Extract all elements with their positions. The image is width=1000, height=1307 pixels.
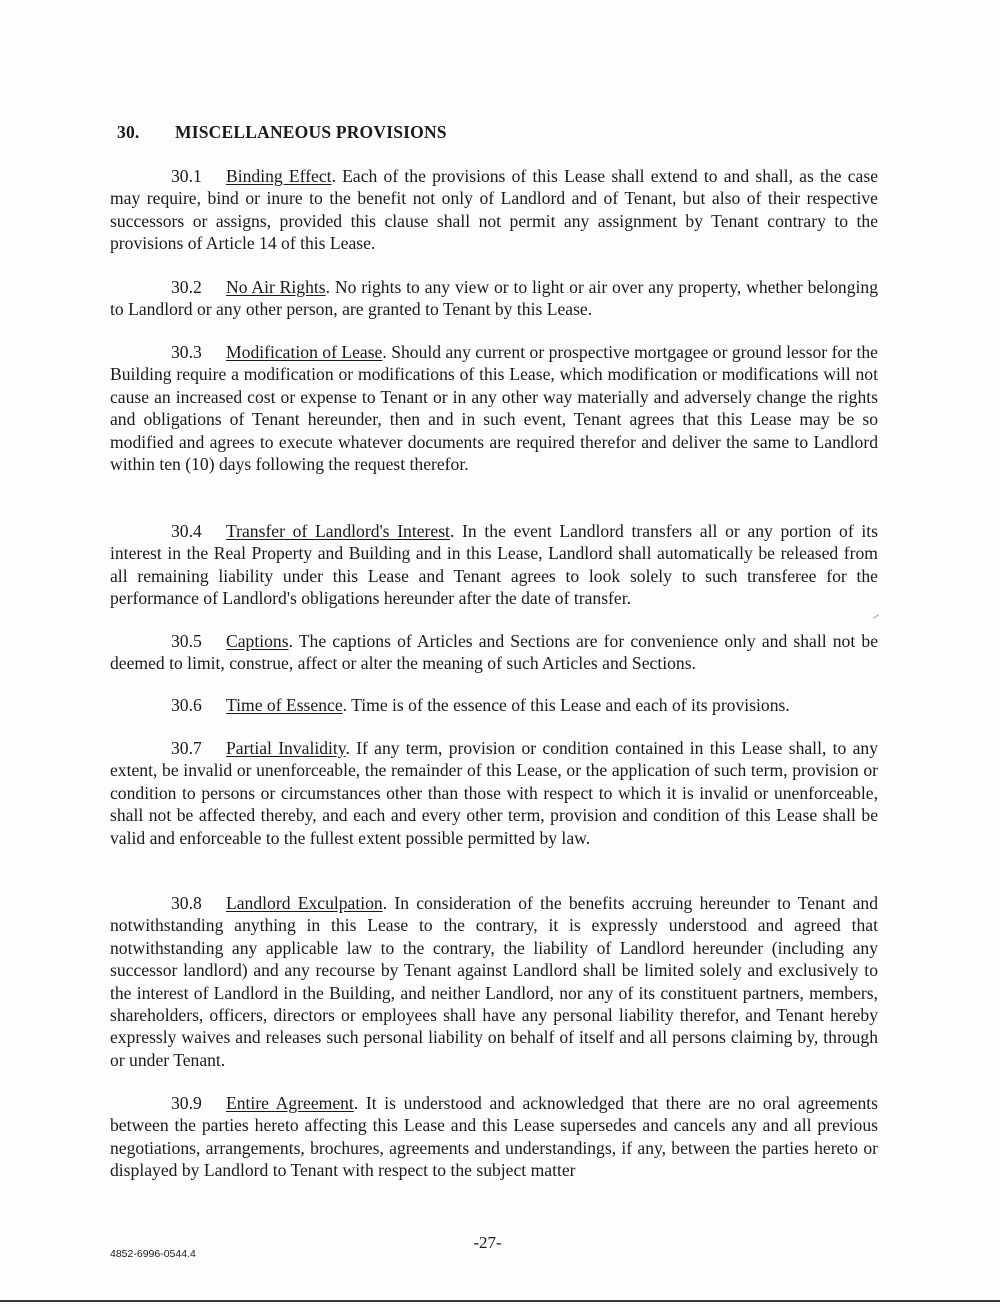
section-number: 30.4 xyxy=(171,521,202,541)
section-30-7 xyxy=(110,737,878,849)
section-30-1 xyxy=(110,165,878,255)
section-number: 30.8 xyxy=(171,893,202,913)
section-title: Landlord Exculpation xyxy=(226,893,383,913)
section-body: . No rights to any view or to light or air over any property, whether belonging to Landlord or any other person, are granted to Tenant by this Lease. xyxy=(110,277,878,320)
section-number: 30.1 xyxy=(171,166,202,186)
section-number: 30.3 xyxy=(171,342,202,362)
section-title: Time of Essence xyxy=(226,695,343,715)
section-30-6 xyxy=(110,694,878,716)
scan-speck xyxy=(873,614,878,618)
section-30-9 xyxy=(110,1092,878,1182)
section-body: . It is understood and acknowledged that there are no oral agreements between the parties hereto affecting this Lease and this Lease supersedes and cancels any and all previous negotiations, arrangements, brochures, agreements and understandings, if any, between the parties hereto or displayed by Landlord to Tenant with respect to the subject matter xyxy=(110,1093,878,1181)
section-title: Modification of Lease xyxy=(226,342,383,362)
section-title: Captions xyxy=(226,631,289,651)
section-title: Partial Invalidity xyxy=(226,738,346,758)
section-body: . In the event Landlord transfers all or any portion of its interest in the Real Property and Building and in this Lease, Landlord shall automatically be released from all remaining liability under this Lease and Tenant agrees to look solely to such transferee for the performance of Landlord's obligations hereunder after the date of transfer. xyxy=(110,521,878,609)
section-title: Entire Agreement xyxy=(226,1093,354,1113)
section-title: Binding Effect xyxy=(226,166,332,186)
document-id: 4852-6996-0544.4 xyxy=(110,1248,196,1260)
section-body: . Each of the provisions of this Lease shall extend to and shall, as the case may require, bind or inure to the benefit not only of Landlord and of Tenant, but also of their respective successors or assigns, provided this clause shall not permit any assignment by Tenant contrary to the provisions of Article 14 of this Lease. xyxy=(110,166,879,254)
section-30-4 xyxy=(110,520,878,610)
article-title: MISCELLANEOUS PROVISIONS xyxy=(175,122,447,142)
section-title: No Air Rights xyxy=(226,277,326,297)
section-30-5 xyxy=(110,630,878,675)
section-number: 30.2 xyxy=(171,277,202,297)
section-number: 30.7 xyxy=(171,738,202,758)
section-number: 30.5 xyxy=(171,631,202,651)
section-body: . If any term, provision or condition contained in this Lease shall, to any extent, be invalid or unenforceable, the remainder of this Lease, or the application of such term, provision or condition to persons or circumstances other than those with respect to which it is invalid or unenforceable, shall not be affected thereby, and each and every other term, provision and condition of this Lease shall be valid and enforceable to the fullest extent possible permitted by law. xyxy=(110,738,878,848)
section-body: . The captions of Articles and Sections are for convenience only and shall not be deemed to limit, construe, affect or alter the meaning of such Articles and Sections. xyxy=(110,631,878,674)
section-number: 30.9 xyxy=(171,1093,202,1113)
section-30-2 xyxy=(110,276,878,321)
section-body: . Time is of the essence of this Lease and each of its provisions. xyxy=(342,695,790,715)
scan-edge-line xyxy=(0,1300,1000,1302)
section-body: . Should any current or prospective mortgagee or ground lessor for the Building require a modification or modifications of this Lease, which modification or modifications will not cause an increased cost or expense to Tenant or in any other way materially and adversely change the rights and obligations of Tenant hereunder, then and in such event, Tenant agrees that this Lease may be so modified and agrees to execute whatever documents are required therefor and deliver the same to Landlord within ten (10) days following the request therefor. xyxy=(110,342,878,475)
section-30-3 xyxy=(110,341,878,475)
section-number: 30.6 xyxy=(171,695,202,715)
article-number: 30. xyxy=(117,122,140,142)
section-title: Transfer of Landlord's Interest xyxy=(226,521,450,541)
page-number: -27- xyxy=(473,1233,502,1252)
section-body: . In consideration of the benefits accruing hereunder to Tenant and notwithstanding anything in this Lease to the contrary, it is expressly understood and agreed that notwithstanding any applicable law to the contrary, the liability of Landlord hereunder (including any successor landlord) and any recourse by Tenant against Landlord shall be limited solely and exclusively to the interest of Landlord in the Building, and neither Landlord, nor any of its constituent partners, members, shareholders, officers, directors or employees shall have any personal liability therefor, and Tenant hereby expressly waives and releases such personal liability on behalf of itself and all persons claiming by, through or under Tenant. xyxy=(110,893,878,1070)
article-heading xyxy=(117,122,447,143)
section-30-8 xyxy=(110,892,878,1071)
